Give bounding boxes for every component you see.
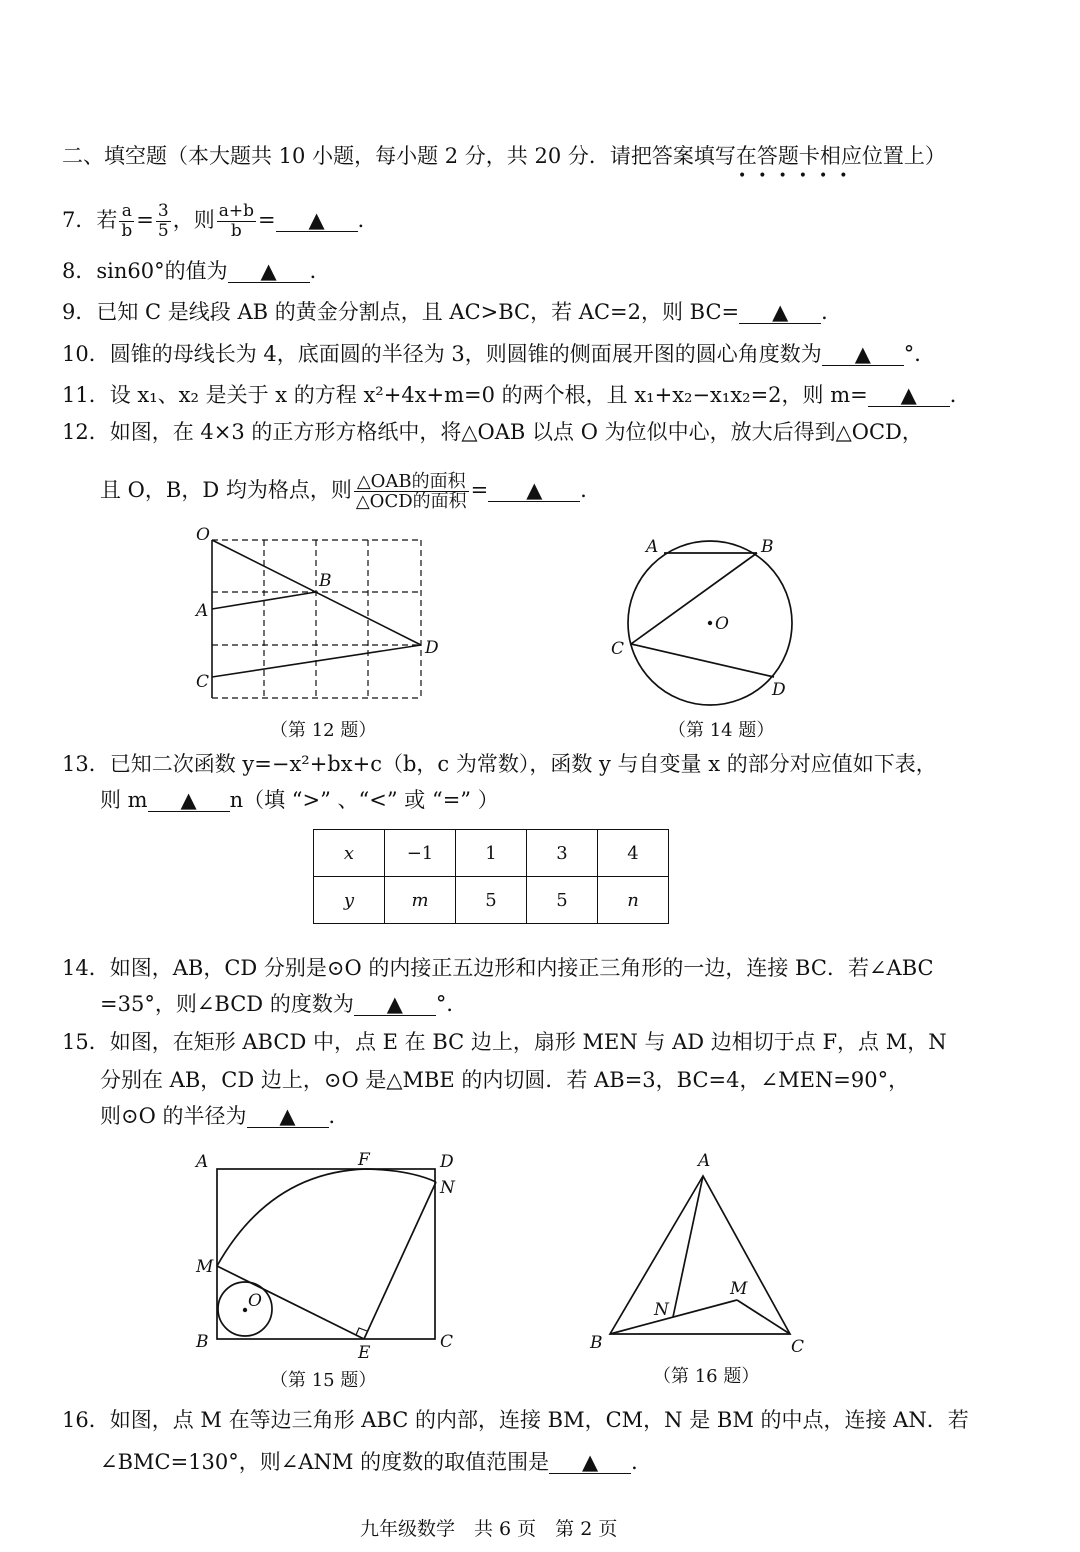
chord-CD	[631, 644, 774, 677]
question-15-line3: 则⊙O 的半径为 ▲ ．	[100, 1104, 350, 1128]
figure-15	[190, 1150, 470, 1365]
question-7: 7．若 $\frac{a}{b}$ = $\frac{3}{5}$ ，则 $\frac{a+b}{b}$ = ▲ ．	[62, 201, 379, 241]
answer-blank-16[interactable]: ▲	[549, 1451, 631, 1474]
question-14-line2: =35°，则∠BCD 的度数为 ▲ °．	[100, 992, 468, 1016]
question-14-line1: 14．如图，AB，CD 分别是⊙O 的内接正五边形和内接正三角形的一边，连接 BC．若∠ABC	[62, 956, 934, 980]
answer-blank-8[interactable]: ▲	[228, 260, 310, 283]
answer-blank-11[interactable]: ▲	[868, 384, 950, 407]
label-O: O	[196, 525, 210, 545]
segment-ME	[217, 1266, 364, 1339]
center-dot	[708, 621, 712, 625]
center-dot	[243, 1308, 247, 1312]
answer-blank-15[interactable]: ▲	[247, 1105, 329, 1128]
label-A: A	[698, 1151, 711, 1171]
question-16-line1: 16．如图，点 M 在等边三角形 ABC 的内部，连接 BM，CM，N 是 BM 的中点，连接 AN．若	[62, 1408, 969, 1432]
label-E: E	[358, 1343, 371, 1363]
question-13-line2: 则 m ▲ n（填 “>” 、“<” 或 “=” ）	[100, 788, 499, 812]
table-row-y: y m 5 5 n	[314, 877, 669, 924]
answer-blank-10[interactable]: ▲	[822, 343, 904, 366]
answer-blank-12[interactable]: ▲	[488, 479, 580, 502]
question-15-line2: 分别在 AB，CD 边上，⊙O 是△MBE 的内切圆．若 AB=3，BC=4，∠MEN=90°，	[100, 1068, 910, 1092]
caption-12: （第 12 题）	[270, 720, 377, 741]
section-title: 二、填空题（本大题共 10 小题，每小题 2 分，共 20 分．请把答案填写在答题卡相应位置上）	[62, 144, 946, 168]
table-row-x: x −1 1 3 4	[314, 830, 669, 877]
figure-14	[600, 530, 820, 710]
segment-EN	[364, 1182, 436, 1339]
label-D: D	[425, 638, 439, 658]
label-A: A	[196, 601, 209, 621]
label-D: D	[772, 680, 786, 700]
label-M: M	[730, 1279, 748, 1299]
grid-dashed-lines	[212, 540, 421, 698]
label-C: C	[611, 639, 625, 659]
page-footer: 九年级数学 共 6 页 第 2 页	[360, 1518, 618, 1540]
question-13-line1: 13．已知二次函数 y=−x²+bx+c（b，c 为常数），函数 y 与自变量 x 的部分对应值如下表，	[62, 752, 937, 776]
answer-blank-7[interactable]: ▲	[276, 209, 358, 232]
question-16-line2: ∠BMC=130°，则∠ANM 的度数的取值范围是 ▲ ．	[100, 1450, 653, 1474]
label-C: C	[440, 1332, 454, 1352]
caption-14: （第 14 题）	[668, 720, 775, 741]
question-10: 10．圆锥的母线长为 4，底面圆的半径为 3，则圆锥的侧面展开图的圆心角度数为 ▲ °．	[62, 342, 936, 366]
label-O: O	[248, 1291, 262, 1311]
label-N: N	[440, 1178, 455, 1198]
label-B: B	[761, 537, 774, 557]
label-B: B	[590, 1333, 603, 1353]
figure-12	[190, 520, 450, 710]
figure-16	[585, 1148, 815, 1358]
label-M: M	[196, 1257, 214, 1277]
label-N: N	[654, 1300, 669, 1320]
label-O: O	[715, 614, 729, 634]
answer-blank-13[interactable]: ▲	[148, 789, 230, 812]
answer-blank-14[interactable]: ▲	[354, 993, 436, 1016]
segment-AN	[673, 1176, 703, 1317]
question-15-line1: 15．如图，在矩形 ABCD 中，点 E 在 BC 边上，扇形 MEN 与 AD 边相切于点 F，点 M，N	[62, 1030, 947, 1054]
question-12-line1: 12．如图，在 4×3 的正方形方格纸中，将△OAB 以点 O 为位似中心，放大后得到△OCD，	[62, 420, 923, 444]
right-angle-mark	[356, 1328, 367, 1335]
value-table	[313, 829, 669, 924]
question-9: 9．已知 C 是线段 AB 的黄金分割点，且 AC>BC，若 AC=2，则 BC= ▲ ．	[62, 300, 843, 324]
label-A: A	[646, 537, 659, 557]
label-C: C	[791, 1337, 805, 1357]
label-B: B	[196, 1332, 209, 1352]
answer-blank-9[interactable]: ▲	[739, 301, 821, 324]
question-8: 8．sin60°的值为 ▲ ．	[62, 259, 331, 283]
segment-CM	[737, 1300, 790, 1334]
label-B: B	[319, 571, 332, 591]
arc-MN	[217, 1169, 436, 1266]
label-F: F	[358, 1150, 370, 1170]
question-12-line2: 且 O，B，D 均为格点，则 $\frac{\text{△OAB的面积}}{\text{△OCD的面积}}$ = ▲ ．	[100, 471, 602, 512]
question-11: 11．设 x₁、x₂ 是关于 x 的方程 x²+4x+m=0 的两个根，且 x₁+x₂−x₁x₂=2，则 m= ▲ ．	[62, 383, 971, 407]
emphasis-dots: ••••••	[738, 168, 860, 184]
label-D: D	[440, 1152, 454, 1172]
label-C: C	[196, 672, 210, 692]
caption-16: （第 16 题）	[653, 1366, 760, 1387]
caption-15: （第 15 题）	[270, 1370, 377, 1391]
label-A: A	[196, 1152, 209, 1172]
